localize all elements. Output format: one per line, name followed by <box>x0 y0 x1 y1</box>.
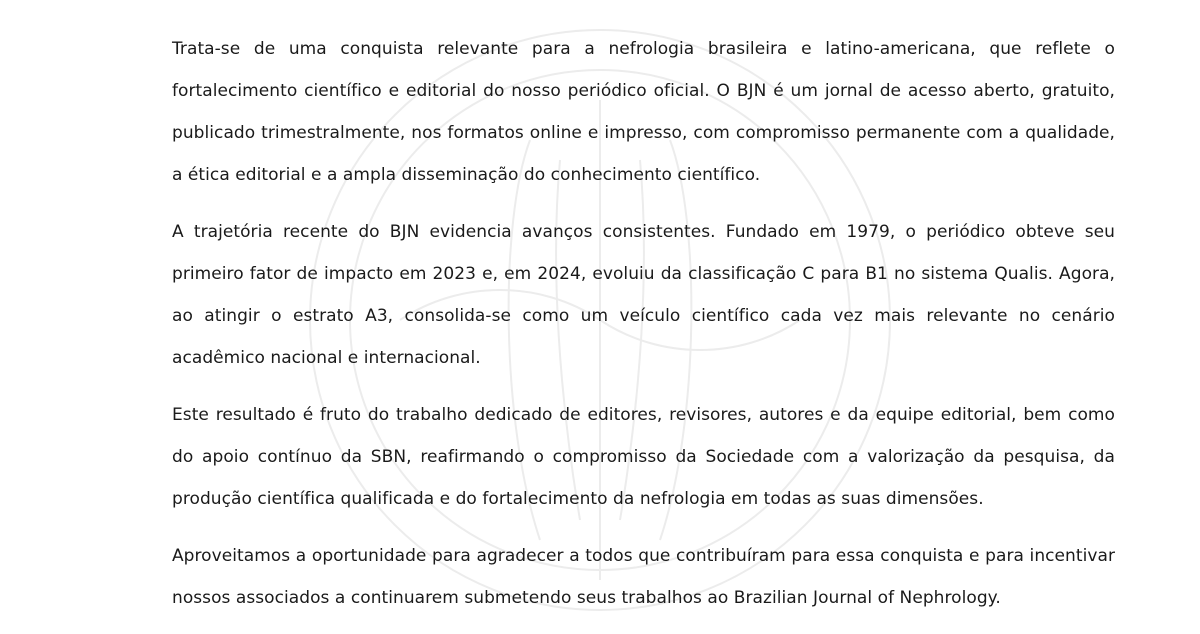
paragraph-1: Trata-se de uma conquista relevante para a nefrologia brasileira e latino-americana, que reflete o fortalecimento científico e editorial do nosso periódico oficial. O BJN é um jornal de acesso aberto, gratuito, publicado trimestralmente, nos formatos online e impresso, com compromisso permanente com a qualidade, a ética editorial e a ampla disseminação do conhecimento científico. <box>172 39 1115 185</box>
paragraph-4: Aproveitamos a oportunidade para agradecer a todos que contribuíram para essa conquista e para incentivar nossos associados a continuarem submetendo seus trabalhos ao Brazilian Journal of Nephrology. <box>172 546 1115 608</box>
paragraph-2: A trajetória recente do BJN evidencia avanços consistentes. Fundado em 1979, o periódico obteve seu primeiro fator de impacto em 2023 e, em 2024, evoluiu da classificação C para B1 no sistema Qualis. Agora, ao atingir o estrato A3, consolida-se como um veículo científico cada vez mais relevante no cenário acadêmico nacional e internacional. <box>172 222 1115 368</box>
paragraph-3: Este resultado é fruto do trabalho dedicado de editores, revisores, autores e da equipe editorial, bem como do apoio contínuo da SBN, reafirmando o compromisso da Sociedade com a valorização da pesquisa, da produção científica qualificada e do fortalecimento da nefrologia em todas as suas dimensões. <box>172 405 1115 509</box>
clipped-heading-line <box>172 0 1115 12</box>
document-body <box>172 0 1115 634</box>
